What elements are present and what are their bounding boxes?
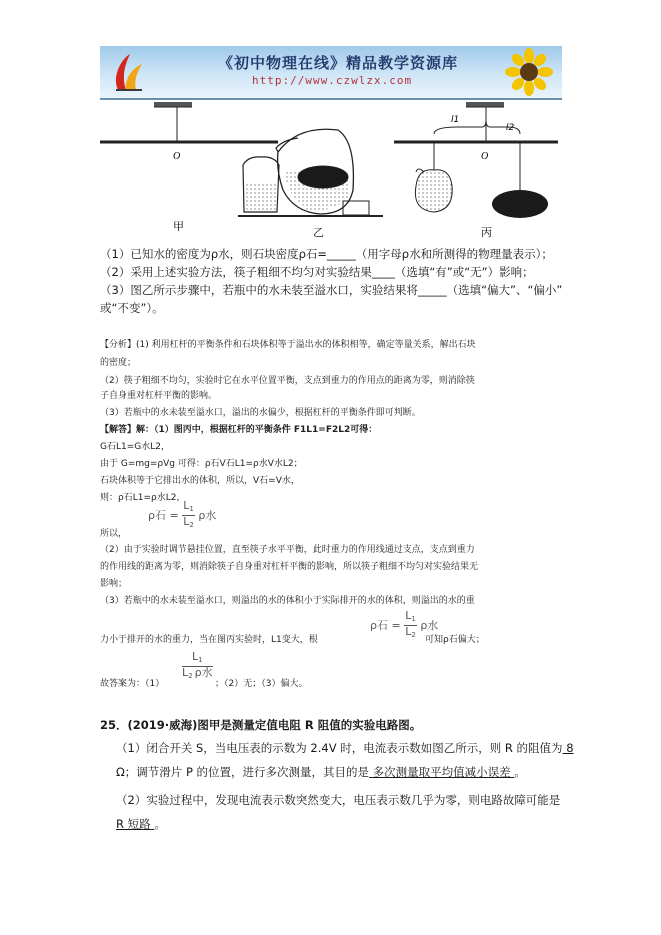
figure-bing: [394, 102, 558, 239]
question-1: （1）已知水的密度为ρ水，则石块密度ρ石=_____（用字母ρ水和所测得的物理量表示）；: [100, 247, 553, 261]
answer-line-1: 【解答】解：（1）图丙中，根据杠杆的平衡条件 F1L1=F2L2可得：: [100, 425, 378, 435]
formula-answer-1: $L_1$ $L_2$ ρ水: [182, 650, 213, 680]
figure-jia: [100, 102, 278, 233]
formula-rho-stone-2: ρ石 = $\frac{L_1}{L_2}$ ρ水: [370, 609, 439, 639]
q25-part1-line1: [116, 740, 574, 756]
logo-icon: [108, 50, 148, 94]
q25-answer-purpose: 多次测量取平均值减小误差: [369, 765, 515, 779]
answer-line-8: 的作用线的距离为零，则消除筷子自身重对杠杆平衡的影响，所以筷子粗细不均匀对实验结果无: [100, 562, 479, 572]
banner-title: 《初中物理在线》精品教学资源库: [218, 54, 459, 72]
formula-rho-stone: ρ石 = $\frac{L_1}{L_2}$ ρ水: [148, 499, 217, 529]
figure-yi: [238, 129, 383, 239]
label-l2: l2: [506, 123, 515, 133]
analysis-line-3: （2）筷子粗细不均匀，实验时它在水平位置平衡，支点到重力的作用点的距离为零，则消除筷: [100, 376, 475, 386]
answer-line-6: 所以，: [100, 529, 128, 539]
q25-part2-line2: [116, 816, 166, 832]
q25-part1-text2: Ω；调节滑片 P 的位置，进行多次测量，其目的是: [116, 765, 370, 779]
question-2: （2）采用上述实验方法，筷子粗细不均匀对实验结果____（选填“有”或“无”）影响；: [100, 265, 534, 279]
q25-part2-line1: （2）实验过程中，发现电流表示数突然变大，电压表示数几乎为零，则电路故障可能是: [116, 793, 561, 807]
analysis-line-4: 子自身重对杠杆平衡的影响。: [100, 391, 218, 401]
pivot-label-a: O: [173, 151, 181, 162]
q25-heading: 25．(2019·威海)图甲是测量定值电阻 R 阻值的实验电路图。: [100, 718, 422, 732]
sunflower-icon: [502, 48, 556, 96]
label-l1: l1: [451, 115, 460, 125]
caption-yi: 乙: [313, 226, 324, 239]
pivot-label-c: O: [481, 151, 489, 162]
q25-part1-text: （1）闭合开关 S，当电压表的示数为 2.4V 时，电流表示数如图乙所示，则 R 的阻值为: [116, 741, 563, 755]
analysis-line-5: （3）若瓶中的水未装至溢水口，溢出的水偏少，根据杠杆的平衡条件即可判断。: [100, 408, 421, 418]
q25-part1-end: 。: [514, 765, 526, 779]
analysis-line-2: 的密度；: [100, 358, 137, 368]
question-3-line2: 或“不变”）。: [100, 301, 164, 315]
banner-url: http://www.czwlzx.com: [252, 74, 413, 87]
answer-line-7: （2）由于实验时调节悬挂位置，直至筷子水平平衡，此时重力的作用线通过支点，支点到重力: [100, 545, 475, 555]
answer-line-5: 则：ρ石L1=ρ水L2，: [100, 493, 186, 503]
q25-answer-fault: R 短路: [116, 817, 155, 831]
answer-line-4: 石块体积等于它排出水的体积，所以，V石=V水，: [100, 476, 300, 486]
caption-jia: 甲: [173, 220, 184, 233]
q25-answer-resistance: 8: [562, 741, 574, 755]
header-banner: [100, 46, 562, 100]
question-3-line1: （3）图乙所示步骤中，若瓶中的水未装至溢水口，实验结果将_____（选填“偏大”、“偏小”: [100, 283, 563, 297]
analysis-line-1: 【分析】(1) 利用杠杆的平衡条件和石块体积等于溢出水的体积相等，确定等量关系，解出石块: [100, 340, 476, 350]
answer-line-3: 由于 G=mg=ρVg 可得：ρ石V石L1=ρ水V水L2；: [100, 459, 303, 469]
answer-line-10: （3）若瓶中的水未装至溢水口，则溢出的水的体积小于实际排开的水的体积，则溢出的水的重: [100, 596, 475, 606]
q25-part1-line2: [116, 764, 526, 780]
answer-line-11b: 可知ρ石偏大；: [425, 635, 485, 645]
experiment-figure: [98, 100, 568, 245]
q25-part2-end: 。: [154, 817, 166, 831]
answer-line-9: 影响；: [100, 579, 128, 589]
answer-line-11: 力小于排开的水的重力，当在图丙实验时，L1变大，根: [100, 635, 318, 645]
final-answer-suffix: ；（2）无；（3）偏大。: [215, 679, 308, 689]
answer-line-2: G石L1=G水L2，: [100, 442, 170, 452]
caption-bing: 丙: [481, 226, 492, 239]
final-answer-prefix: 故答案为：（1）: [100, 679, 165, 689]
